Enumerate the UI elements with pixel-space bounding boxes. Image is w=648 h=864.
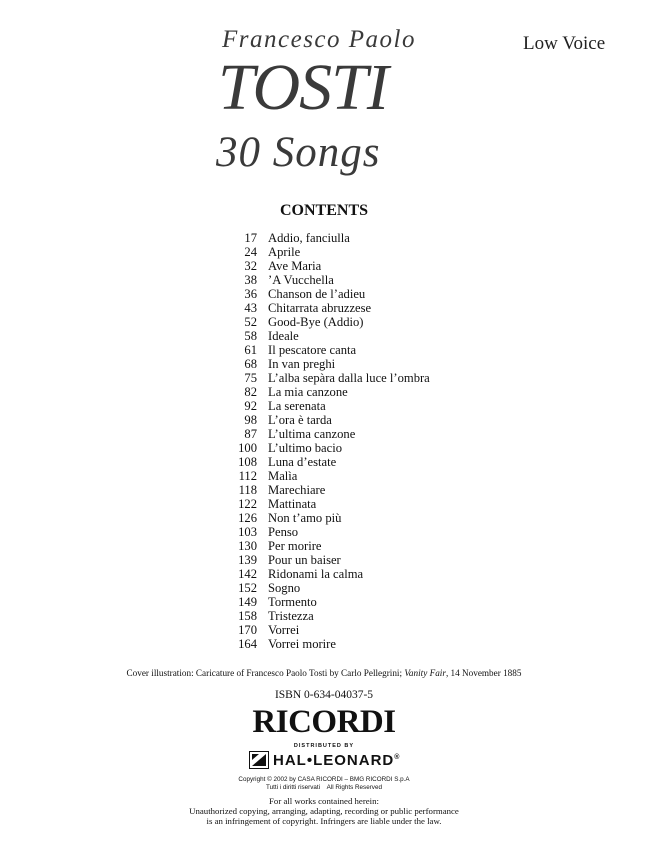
- toc-page-number: 158: [238, 609, 257, 623]
- toc-page-number: 126: [238, 511, 257, 525]
- distributor-name: [273, 752, 400, 769]
- registered-mark: ®: [394, 754, 401, 761]
- toc-page-number: 139: [238, 553, 257, 567]
- toc-page-number: 58: [244, 329, 257, 343]
- toc-song-title: Vorrei: [268, 623, 300, 637]
- toc-song-title: Pour un baiser: [268, 553, 341, 567]
- composer-name: Francesco Paolo: [222, 26, 416, 53]
- legal-line: Unauthorized copying, arranging, adapting, recording or public performance: [189, 806, 459, 816]
- toc-page-number: 149: [238, 595, 257, 609]
- table-of-contents: [210, 231, 510, 651]
- toc-page-number: 36: [244, 287, 257, 301]
- toc-song-title: Marechiare: [268, 483, 326, 497]
- toc-page-number: 118: [238, 483, 257, 497]
- toc-entry: [210, 595, 510, 609]
- toc-entry: [210, 567, 510, 581]
- toc-page-number: 142: [238, 567, 257, 581]
- toc-page-number: 152: [238, 581, 257, 595]
- publisher-logo: RICORDI: [252, 704, 396, 740]
- toc-song-title: Mattinata: [268, 497, 317, 511]
- toc-song-title: Aprile: [268, 245, 301, 259]
- copyright-notice: [0, 776, 648, 792]
- cover-credit-text: Cover illustration: Caricature of Francesco Paolo Tosti by Carlo Pellegrini;: [126, 668, 405, 678]
- toc-song-title: Good-Bye (Addio): [268, 315, 364, 329]
- toc-page-number: 103: [238, 525, 257, 539]
- toc-entry: [210, 371, 510, 385]
- cover-credit: [0, 668, 648, 678]
- toc-entry: [210, 427, 510, 441]
- toc-entry: [210, 245, 510, 259]
- toc-song-title: Per morire: [268, 539, 322, 553]
- toc-page-number: 112: [238, 469, 257, 483]
- toc-song-title: Non t’amo più: [268, 511, 342, 525]
- toc-page-number: 108: [238, 455, 257, 469]
- toc-page-number: 24: [244, 245, 257, 259]
- toc-entry: [210, 511, 510, 525]
- toc-entry: [210, 483, 510, 497]
- toc-entry: [210, 259, 510, 273]
- composer-surname: TOSTI: [218, 51, 388, 124]
- collection-title: 30 Songs: [216, 129, 381, 176]
- toc-song-title: Sogno: [268, 581, 301, 595]
- toc-song-title: Ave Maria: [268, 259, 322, 273]
- toc-song-title: Ideale: [268, 329, 299, 343]
- isbn: ISBN 0-634-04037-5: [274, 689, 374, 701]
- toc-entry: [210, 581, 510, 595]
- toc-song-title: Addio, fanciulla: [268, 231, 350, 245]
- toc-page-number: 38: [244, 273, 257, 287]
- toc-song-title: L’ora è tarda: [268, 413, 332, 427]
- toc-page-number: 130: [238, 539, 257, 553]
- toc-page-number: 52: [244, 315, 257, 329]
- cover-credit-date: , 14 November 1885: [445, 668, 522, 678]
- voice-type: Low Voice: [523, 33, 606, 54]
- toc-page-number: 87: [244, 427, 257, 441]
- toc-entry: [210, 357, 510, 371]
- toc-page-number: 17: [244, 231, 257, 245]
- legal-line: is an infringement of copyright. Infringers are liable under the law.: [206, 816, 442, 826]
- toc-song-title: Chitarrata abruzzese: [268, 301, 372, 315]
- toc-entry: [210, 273, 510, 287]
- toc-song-title: L’alba sepàra dalla luce l’ombra: [268, 371, 430, 385]
- rights-line: Tutti i diritti riservati All Rights Reserved: [266, 784, 382, 791]
- toc-song-title: Il pescatore canta: [268, 343, 357, 357]
- distributor-name-text: HAL•LEONARD: [273, 752, 395, 769]
- toc-page-number: 61: [244, 343, 257, 357]
- toc-entry: [210, 301, 510, 315]
- toc-entry: [210, 287, 510, 301]
- toc-page-number: 43: [244, 301, 257, 315]
- toc-page-number: 82: [244, 385, 257, 399]
- toc-song-title: Vorrei morire: [268, 637, 336, 651]
- toc-entry: [210, 315, 510, 329]
- toc-entry: [210, 455, 510, 469]
- toc-song-title: Chanson de l’adieu: [268, 287, 366, 301]
- toc-song-title: Penso: [268, 525, 299, 539]
- toc-song-title: L’ultima canzone: [268, 427, 356, 441]
- toc-song-title: In van preghi: [268, 357, 336, 371]
- toc-page-number: 100: [238, 441, 257, 455]
- copyright-line: Copyright © 2002 by CASA RICORDI – BMG RICORDI S.p.A: [238, 776, 410, 783]
- toc-page-number: 92: [244, 399, 257, 413]
- toc-page-number: 164: [238, 637, 257, 651]
- toc-entry: [210, 497, 510, 511]
- toc-entry: [210, 343, 510, 357]
- toc-song-title: Ridonami la calma: [268, 567, 364, 581]
- toc-page-number: 32: [244, 259, 257, 273]
- toc-page-number: 68: [244, 357, 257, 371]
- toc-entry: [210, 399, 510, 413]
- toc-entry: [210, 385, 510, 399]
- toc-page-number: 122: [238, 497, 257, 511]
- toc-entry: [210, 623, 510, 637]
- toc-page-number: 75: [244, 371, 257, 385]
- contents-heading: CONTENTS: [279, 202, 369, 219]
- toc-song-title: Tormento: [268, 595, 317, 609]
- toc-entry: [210, 553, 510, 567]
- toc-entry: [210, 329, 510, 343]
- legal-line: For all works contained herein:: [269, 796, 379, 806]
- toc-entry: [210, 231, 510, 245]
- toc-entry: [210, 441, 510, 455]
- toc-entry: [210, 539, 510, 553]
- toc-page-number: 170: [238, 623, 257, 637]
- toc-song-title: L’ultimo bacio: [268, 441, 343, 455]
- cover-credit-publication: Vanity Fair: [404, 668, 446, 678]
- toc-song-title: ’A Vucchella: [268, 273, 334, 287]
- toc-song-title: Luna d’estate: [268, 455, 337, 469]
- toc-entry: [210, 525, 510, 539]
- legal-notice: [0, 796, 648, 826]
- toc-entry: [210, 609, 510, 623]
- toc-song-title: Tristezza: [268, 609, 314, 623]
- distributed-by-label: DISTRIBUTED BY: [293, 743, 355, 749]
- toc-song-title: La serenata: [268, 399, 326, 413]
- toc-entry: [210, 413, 510, 427]
- toc-entry: [210, 469, 510, 483]
- toc-entry: [210, 637, 510, 651]
- toc-song-title: Malìa: [268, 469, 298, 483]
- toc-song-title: La mia canzone: [268, 385, 348, 399]
- hal-leonard-logo-icon: [249, 751, 269, 769]
- toc-page-number: 98: [244, 413, 257, 427]
